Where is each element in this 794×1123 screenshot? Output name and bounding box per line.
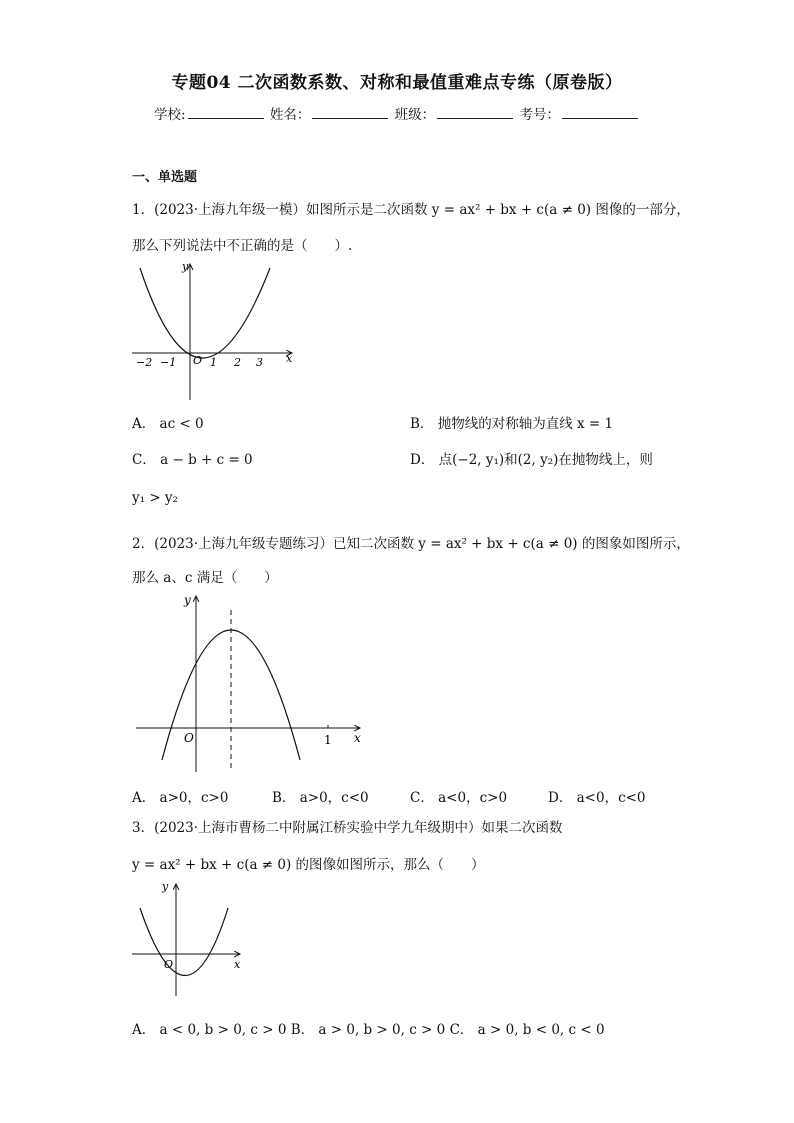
q1-x-label: x (286, 352, 293, 365)
page-title: 专题04 二次函数系数、对称和最值重难点专练（原卷版） (171, 73, 623, 93)
q3-y-label: y (162, 880, 169, 893)
q2-tick-1: 1 (324, 733, 332, 747)
q1-tick-neg1: −1 (160, 356, 177, 369)
q1-origin-label: O (193, 354, 203, 367)
q2-stem-line1: 2．(2023·上海九年级专题练习）已知二次函数 y = ax² + bx + c(a ≠ 0) 的图象如图所示， (132, 536, 690, 552)
q1-option-c[interactable]: C． a − b + c = 0 (132, 452, 253, 468)
q2-stem-line2: 那么 a、c 满足（ ） (132, 570, 278, 586)
q2-origin-label: O (184, 731, 194, 745)
q3-stem-line1: 3．(2023·上海市曹杨二中附属江桥实验中学九年级期中）如果二次函数 (132, 820, 563, 836)
q2-option-a[interactable]: A． a>0，c>0 (132, 790, 229, 806)
q3-parabola (140, 908, 228, 976)
q2-option-c[interactable]: C． a<0，c>0 (410, 790, 508, 806)
q3-origin-label: O (164, 958, 174, 971)
q2-graph (132, 590, 368, 778)
q1-option-a[interactable]: A． ac < 0 (132, 416, 204, 432)
q1-stem-line1: 1．(2023·上海九年级一模）如图所示是二次函数 y = ax² + bx + c(a ≠ 0) 图像的一部分， (132, 202, 690, 218)
name-blank[interactable] (312, 104, 388, 119)
q1-option-d-cont: y₁ > y₂ (132, 490, 178, 506)
student-info-row (0, 103, 794, 123)
q1-tick-2: 2 (234, 356, 241, 369)
q3-graph (130, 878, 246, 1000)
q1-y-label: y (182, 260, 189, 273)
school-blank[interactable] (188, 104, 264, 119)
q1-graph (128, 258, 303, 406)
q2-y-label: y (184, 593, 191, 607)
number-label: 考号： (519, 107, 560, 123)
class-label: 班级： (394, 107, 436, 123)
q3-x-label: x (234, 958, 241, 971)
q1-option-b[interactable]: B． 抛物线的对称轴为直线 x = 1 (410, 416, 614, 432)
q2-option-d[interactable]: D． a<0，c<0 (548, 790, 646, 806)
school-label: 学校: (154, 107, 186, 123)
q3-options[interactable]: A． a < 0, b > 0, c > 0 B． a > 0, b > 0, c > 0 C． a > 0, b < 0, c < 0 (132, 1022, 605, 1038)
q1-parabola (140, 268, 270, 358)
q1-tick-3: 3 (256, 356, 263, 369)
q1-option-d[interactable]: D． 点(−2, y₁)和(2, y₂)在抛物线上，则 (410, 452, 653, 468)
name-label: 姓名： (269, 107, 311, 123)
q1-stem-line2: 那么下列说法中不正确的是（ ）. (132, 238, 353, 254)
q3-stem-line2: y = ax² + bx + c(a ≠ 0) 的图像如图所示，那么（ ） (132, 857, 485, 873)
q2-option-b[interactable]: B． a>0，c<0 (272, 790, 369, 806)
q2-x-label: x (354, 731, 361, 745)
section-heading: 一、单选题 (132, 170, 198, 185)
q1-tick-neg2: −2 (136, 356, 153, 369)
q1-tick-1: 1 (210, 356, 217, 369)
number-blank[interactable] (562, 104, 638, 119)
class-blank[interactable] (437, 104, 513, 119)
